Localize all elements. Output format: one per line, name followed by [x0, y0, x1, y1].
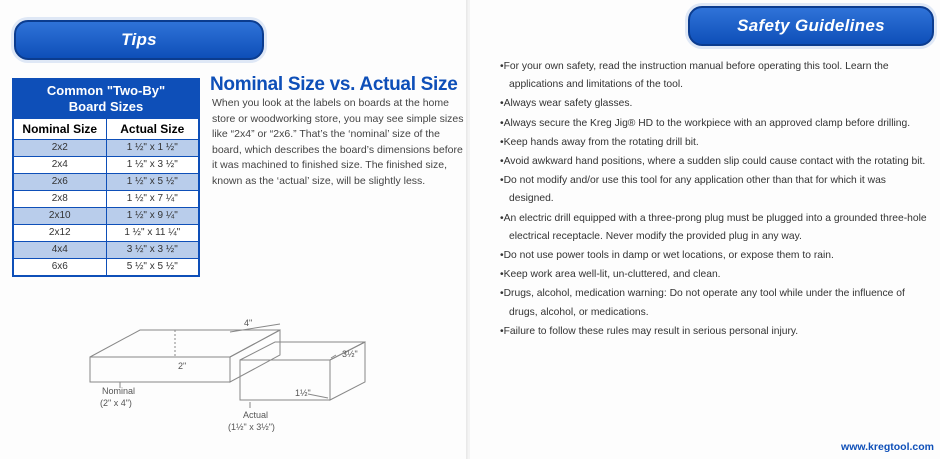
actual-cell: 1 ½" x 1 ½" [126, 142, 178, 153]
table-row [14, 207, 198, 224]
list-item: • An electric drill equipped with a three-prong plug must be plugged into a grounded three-hole electrical receptacle. Never modify the provided plug in any way. [500, 210, 930, 246]
list-item: • Avoid awkward hand positions, where a sudden slip could cause contact with the rotating bit. [500, 153, 930, 171]
nominal-vs-actual-title: Nominal Size vs. Actual Size [210, 74, 458, 95]
header-actual-size: Actual Size [120, 122, 185, 136]
table-row [14, 241, 198, 258]
list-item: • Always wear safety glasses. [500, 95, 930, 113]
dimension-2in: 2" [178, 361, 187, 371]
nominal-board-top [90, 330, 280, 357]
safety-banner-label: Safety Guidelines [737, 16, 885, 35]
nominal-cell: 2x2 [14, 140, 107, 156]
actual-caption: Actual [243, 410, 269, 420]
table-row [14, 224, 198, 241]
nominal-cell: 2x10 [14, 208, 107, 224]
nominal-cell: 2x8 [14, 191, 107, 207]
nominal-vs-actual-body: When you look at the labels on boards at the home store or woodworking store, you may see simple sizes like “2x4” or “2x6.” That’s the ‘nominal’ size of the board, which describes the board’s dimensions before it was machined to finished size. The finished size, known as the ‘actual’ size, will be slightly less. [212, 97, 464, 187]
actual-cell: 1 ½" x 9 ¼" [126, 210, 178, 221]
actual-cell: 1 ½" x 7 ¼" [126, 193, 178, 204]
list-item: • Drugs, alcohol, medication warning: Do not operate any tool while under the influence of drugs, alcohol, or medications. [500, 285, 930, 321]
tips-banner-label: Tips [121, 30, 157, 49]
nominal-board-front [90, 357, 230, 382]
list-item: • Keep hands away from the rotating drill bit. [500, 134, 930, 152]
board-sizes-table [12, 78, 200, 277]
website-link[interactable]: www.kregtool.com [841, 441, 934, 453]
table-row [14, 156, 198, 173]
safety-guidelines-list [500, 58, 930, 342]
header-nominal-size: Nominal Size [14, 119, 107, 139]
right-page [470, 0, 940, 459]
actual-dims-caption: (1½" x 3½") [228, 422, 275, 432]
tips-banner [14, 20, 264, 60]
nominal-cell: 4x4 [14, 242, 107, 258]
list-item: • Always secure the Kreg Jig® HD to the workpiece with an approved clamp before drilling. [500, 115, 930, 133]
list-item: • Keep work area well-lit, un-cluttered, and clean. [500, 266, 930, 284]
table-row [14, 139, 198, 156]
left-page [0, 0, 468, 459]
nominal-cell: 2x12 [14, 225, 107, 241]
table-title-line-1: Common "Two-By" [46, 83, 166, 98]
actual-cell: 1 ½" x 3 ½" [126, 159, 178, 170]
table-title [14, 80, 198, 118]
safety-banner [688, 6, 934, 46]
list-item: • Failure to follow these rules may result in serious personal injury. [500, 323, 930, 341]
board-size-diagram [80, 310, 370, 440]
table-row [14, 258, 198, 275]
nominal-board-end [230, 330, 280, 382]
nominal-cell: 2x6 [14, 174, 107, 190]
table-title-line-2: Board Sizes [68, 99, 144, 114]
table-row [14, 190, 198, 207]
list-item: • Do not modify and/or use this tool for any application other than that for which it was designed. [500, 172, 930, 208]
table-row [14, 173, 198, 190]
list-item: • For your own safety, read the instruction manual before operating this tool. Learn the applications and limitations of the tool. [500, 58, 930, 94]
nominal-cell: 2x4 [14, 157, 107, 173]
nominal-dims-caption: (2" x 4") [100, 398, 132, 408]
list-item: • Do not use power tools in damp or wet locations, or expose them to rain. [500, 247, 930, 265]
actual-board-front [240, 360, 330, 400]
dimension-3half-in: 3½" [342, 349, 358, 359]
actual-cell: 1 ½" x 11 ¼" [124, 227, 181, 238]
actual-cell: 1 ½" x 5 ½" [126, 176, 178, 187]
actual-cell: 3 ½" x 3 ½" [126, 244, 178, 255]
nominal-cell: 6x6 [14, 259, 107, 275]
nominal-caption: Nominal [102, 386, 136, 396]
table-header-row [14, 118, 198, 139]
dimension-1half-in: 1½" [295, 388, 311, 398]
dimension-4in: 4" [244, 318, 253, 328]
actual-cell: 5 ½" x 5 ½" [126, 261, 178, 272]
